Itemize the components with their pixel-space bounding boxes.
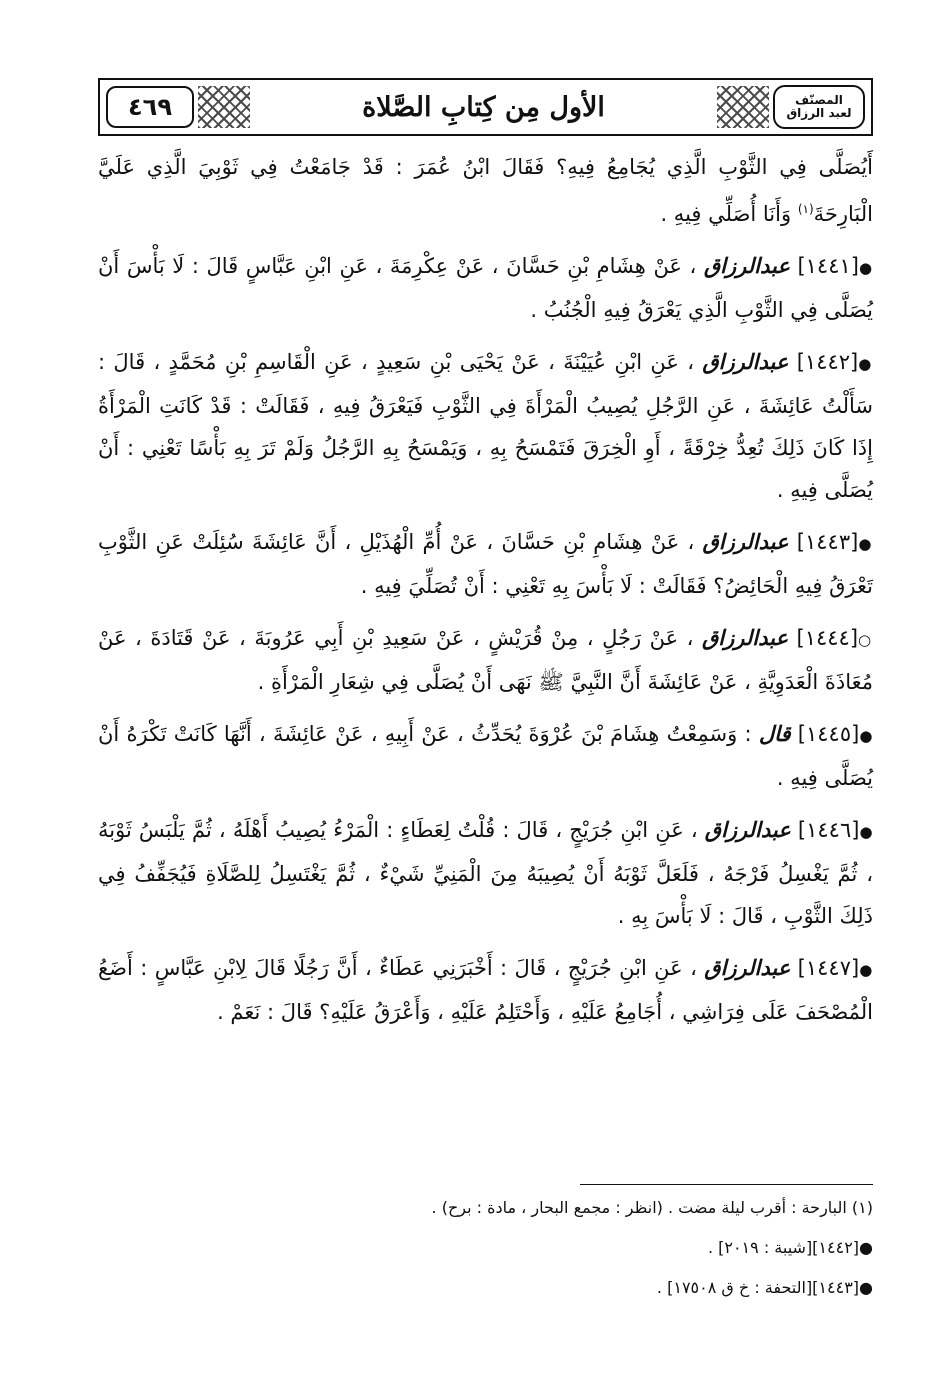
marker-icon: ● <box>858 259 873 277</box>
page-header <box>98 78 873 136</box>
hadith-1441 <box>98 245 873 331</box>
hadith-text: ، عَنْ رَجُلٍ ، مِنْ قُرَيْشٍ ، عَنْ سَعِيدِ بْنِ أَبِي عَرُوبَةَ ، عَنْ قَتَادَةَ ، عَنْ مُعَاذَةَ الْعَدَوِيَّةِ ، عَنْ عَائِشَةَ أَنَّ النَّبِيَّ ﷺ نَهَى أَنْ يُصَلَّى فِي شِعَارِ الْمَرْأَةِ . <box>98 626 873 694</box>
paragraph-tail: وَأَنَا أُصَلِّي فِيهِ . <box>660 202 798 226</box>
hadith-text: ، عَنِ ابْنِ جُرَيْجٍ ، قَالَ : قُلْتُ لِعَطَاءٍ : الْمَرْءُ يُصِيبُ أَهْلَهُ ، ثُمَّ يَلْبَسُ ثَوْبَهُ ، ثُمَّ يَغْسِلُ فَرْجَهُ ، فَلَعَلَّ ثَوْبَهُ أَنْ يُصِيبَهُ مِنَ الْمَنِيِّ شَيْءٌ ، ثُمَّ يَغْتَسِلُ لِلصَّلَاةِ فَيُجَفِّفُ فِي ذَلِكَ الثَّوْبِ ، قَالَ : لَا بَأْسَ بِهِ . <box>98 818 873 928</box>
hadith-text: : وَسَمِعْتُ هِشَامَ بْنَ عُرْوَةَ يُحَدِّثُ ، عَنْ أَبِيهِ ، عَنْ عَائِشَةَ ، أَنَّهَا كَانَتْ تَكْرَهُ أَنْ يُصَلَّى فِيهِ . <box>98 722 873 790</box>
footnotes <box>98 1188 873 1308</box>
book-emblem <box>773 85 865 129</box>
hadith-number: [١٤٤٢] <box>796 350 859 374</box>
running-title: الأول مِن كِتابِ الصَّلاة <box>362 91 605 123</box>
hadith-number: [١٤٤٤] <box>796 626 859 650</box>
marker-icon: ● <box>859 823 873 841</box>
ornament-left-icon <box>198 86 250 128</box>
marker-icon: ● <box>858 535 873 553</box>
hadith-1447 <box>98 947 873 1033</box>
hadith-1442 <box>98 341 873 511</box>
paragraph-0 <box>98 146 873 235</box>
emblem-bottom: لعبد الرزاق <box>786 106 852 120</box>
footnote-1: (١) البارحة : أقرب ليلة مضت . (انظر : مجمع البحار ، مادة : برح) . <box>431 1198 873 1217</box>
hadith-author: عبدالرزاق <box>702 350 789 374</box>
hadith-number: [١٤٤٧] <box>797 956 860 980</box>
paragraph-text: أَيُصَلَّى فِي الثَّوْبِ الَّذِي يُجَامِعُ فِيهِ؟ فَقَالَ ابْنُ عُمَرَ : قَدْ جَامَعْتُ فِي ثَوْبِيَ الَّذِي عَلَيَّ الْبَارِحَةَ <box>98 155 873 226</box>
ornament-right-icon <box>717 86 769 128</box>
marker-icon: ● <box>858 355 873 373</box>
hadith-number: [١٤٤٣] <box>796 530 859 554</box>
hadith-number: [١٤٤٦] <box>797 818 860 842</box>
hadith-text: ، عَنْ هِشَامِ بْنِ حَسَّانَ ، عَنْ عِكْرِمَةَ ، عَنِ ابْنِ عَبَّاسٍ قَالَ : لَا بَأْسَ أَنْ يُصَلَّى فِي الثَّوْبِ الَّذِي يَعْرَقُ فِيهِ الْجُنُبُ . <box>98 254 873 322</box>
hadith-text: ، عَنْ هِشَامِ بْنِ حَسَّانَ ، عَنْ أُمِّ الْهُذَيْلِ ، أَنَّ عَائِشَةَ سُئِلَتْ عَنِ الثَّوْبِ تَعْرَقُ فِيهِ الْحَائِضُ؟ فَقَالَتْ : لَا بَأْسَ بِهِ تَعْنِي : أَنْ تُصَلِّيَ فِيهِ . <box>98 530 873 598</box>
hadith-author: عبدالرزاق <box>704 818 791 842</box>
hadith-text: ، عَنِ ابْنِ عُيَيْنَةَ ، عَنْ يَحْيَى بْنِ سَعِيدٍ ، عَنِ الْقَاسِمِ بْنِ مُحَمَّدٍ ، قَالَ : سَأَلْتُ عَائِشَةَ ، عَنِ الرَّجُلِ يُصِيبُ الْمَرْأَةَ فِي الثَّوْبِ فَيَعْرَقُ فِيهِ ، فَقَالَتْ : قَدْ كَانَتِ الْمَرْأَةُ إِذَا كَانَ ذَلِكَ تُعِدُّ خِرْقَةً ، أَوِ الْخِرَقَ فَتَمْسَحُ بِهِ ، وَيَمْسَحُ بِهِ الرَّجُلُ وَلَمْ تَرَ بِهِ بَأْسًا تَعْنِي : أَنْ يُصَلَّى فِيهِ . <box>98 350 873 502</box>
footnote-ref: (١) <box>797 202 814 216</box>
hadith-text: ، عَنِ ابْنِ جُرَيْجٍ ، قَالَ : أَخْبَرَنِي عَطَاءٌ ، أَنَّ رَجُلًا قَالَ لِابْنِ عَبَّاسٍ : أَضَعُ الْمُصْحَفَ عَلَى فِرَاشِي ، أُجَامِعُ عَلَيْهِ ، وَأَحْتَلِمُ عَلَيْهِ ، وَأَعْرَقُ عَلَيْهِ؟ قَالَ : نَعَمْ . <box>98 956 873 1024</box>
footnote-3: ●[١٤٤٣][التحفة : خ ق ١٧٥٠٨] . <box>656 1278 873 1297</box>
hadith-author: عبدالرزاق <box>702 626 788 650</box>
page-number: ٤٦٩ <box>106 86 194 128</box>
footnote-2: ●[١٤٤٢][شيبة : ٢٠١٩] . <box>707 1238 873 1257</box>
marker-icon: ● <box>859 727 873 745</box>
hadith-author: عبدالرزاق <box>702 530 789 554</box>
hadith-1445 <box>98 713 873 799</box>
hadith-number: [١٤٤١] <box>797 254 859 278</box>
hadith-1444 <box>98 617 873 703</box>
marker-icon: ● <box>859 961 874 979</box>
hadith-author: قال <box>758 722 791 746</box>
emblem-top: المصنّف <box>795 92 843 107</box>
footnote-divider <box>580 1184 873 1185</box>
hadith-1443 <box>98 521 873 607</box>
hadith-number: [١٤٤٥] <box>797 722 860 746</box>
hadith-1446 <box>98 809 873 937</box>
hadith-author: عبدالرزاق <box>704 956 791 980</box>
marker-icon: ○ <box>858 631 873 649</box>
main-text <box>98 146 873 1043</box>
hadith-author: عبدالرزاق <box>703 254 790 278</box>
